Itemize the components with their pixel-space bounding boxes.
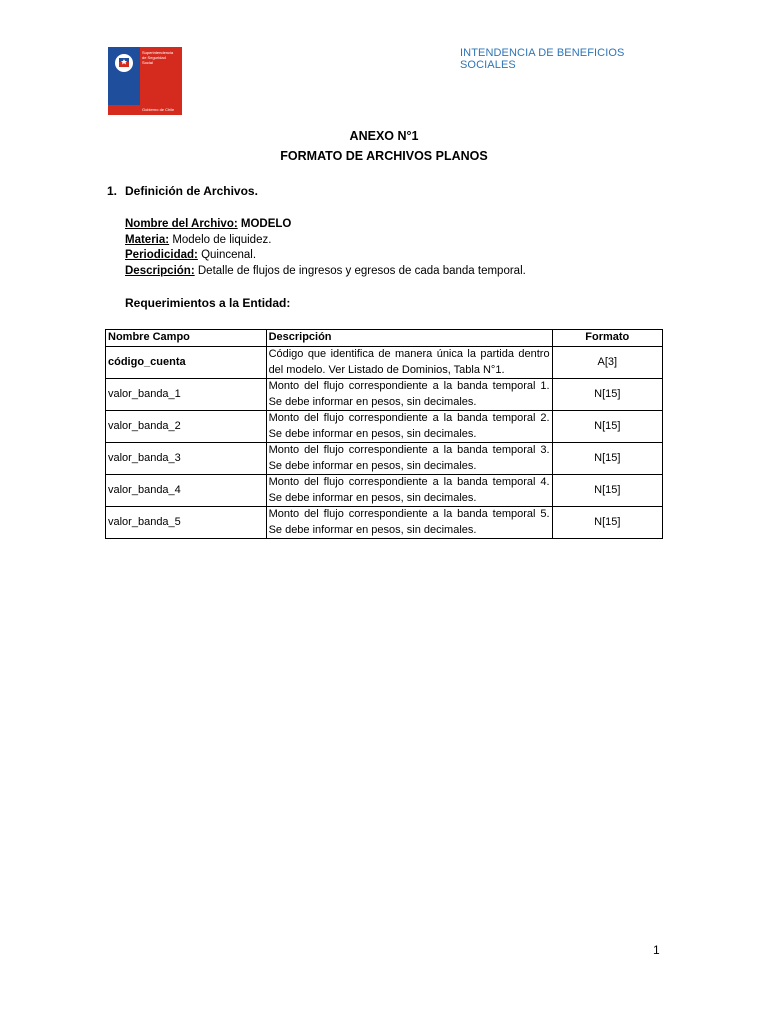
periodicidad-value: Quincenal. — [201, 249, 257, 261]
table-row — [106, 411, 663, 443]
header-description: Descripción — [266, 330, 552, 347]
periodicidad-label: Periodicidad: — [125, 249, 198, 261]
format-cell: A[3] — [552, 347, 662, 379]
file-name-value: MODELO — [240, 218, 292, 230]
descripcion-label: Descripción: — [125, 265, 195, 277]
field-name-cell: valor_banda_4 — [106, 475, 267, 507]
periodicidad-line — [125, 249, 256, 261]
description-cell: Monto del flujo correspondiente a la banda temporal 3. Se debe informar en pesos, sin decimales. — [266, 443, 552, 475]
format-cell: N[15] — [552, 411, 662, 443]
organization-header: INTENDENCIA DE BENEFICIOS SOCIALES — [460, 47, 625, 71]
format-cell: N[15] — [552, 443, 662, 475]
section-heading-text: Definición de Archivos. — [125, 184, 258, 198]
document-title: FORMATO DE ARCHIVOS PLANOS — [280, 149, 488, 163]
materia-label: Materia: — [125, 234, 170, 246]
logo-footer: Gobierno de Chile — [142, 107, 175, 112]
materia-line — [125, 234, 271, 246]
descripcion-line — [125, 265, 526, 277]
annex-title: ANEXO N°1 — [349, 129, 419, 143]
field-name-cell: valor_banda_5 — [106, 507, 267, 539]
table-row — [106, 347, 663, 379]
section-heading — [107, 184, 258, 198]
page-number: 1 — [653, 943, 660, 957]
format-cell: N[15] — [552, 507, 662, 539]
description-cell: Monto del flujo correspondiente a la banda temporal 2. Se debe informar en pesos, sin decimales. — [266, 411, 552, 443]
format-cell: N[15] — [552, 379, 662, 411]
format-cell: N[15] — [552, 475, 662, 507]
logo-line-2: de Seguridad — [142, 55, 166, 60]
description-cell: Monto del flujo correspondiente a la banda temporal 4. Se debe informar en pesos, sin decimales. — [266, 475, 552, 507]
descripcion-value: Detalle de flujos de ingresos y egresos de cada banda temporal. — [197, 265, 526, 277]
logo-line-1: Superintendencia — [142, 50, 174, 55]
requirements-heading: Requerimientos a la Entidad: — [125, 296, 291, 310]
field-name-cell: valor_banda_1 — [106, 379, 267, 411]
materia-value: Modelo de liquidez. — [172, 234, 272, 246]
header-format: Formato — [552, 330, 662, 347]
table-header-row — [106, 330, 663, 347]
field-name-cell: valor_banda_2 — [106, 411, 267, 443]
table-row — [106, 475, 663, 507]
logo-line-3: Social — [142, 60, 153, 65]
file-name-label: Nombre del Archivo: — [125, 218, 238, 230]
table-row — [106, 507, 663, 539]
file-name-line — [125, 218, 291, 230]
description-cell: Monto del flujo correspondiente a la banda temporal 5. Se debe informar en pesos, sin decimales. — [266, 507, 552, 539]
field-name-cell: código_cuenta — [106, 347, 267, 379]
field-name-cell: valor_banda_3 — [106, 443, 267, 475]
table-row — [106, 379, 663, 411]
description-cell: Código que identifica de manera única la partida dentro del modelo. Ver Listado de Dominios, Tabla N°1. — [266, 347, 552, 379]
description-cell: Monto del flujo correspondiente a la banda temporal 1. Se debe informar en pesos, sin decimales. — [266, 379, 552, 411]
fields-table — [105, 329, 663, 539]
header-field-name: Nombre Campo — [106, 330, 267, 347]
table-row — [106, 443, 663, 475]
superintendencia-logo — [108, 47, 182, 115]
section-number: 1. — [107, 184, 118, 198]
